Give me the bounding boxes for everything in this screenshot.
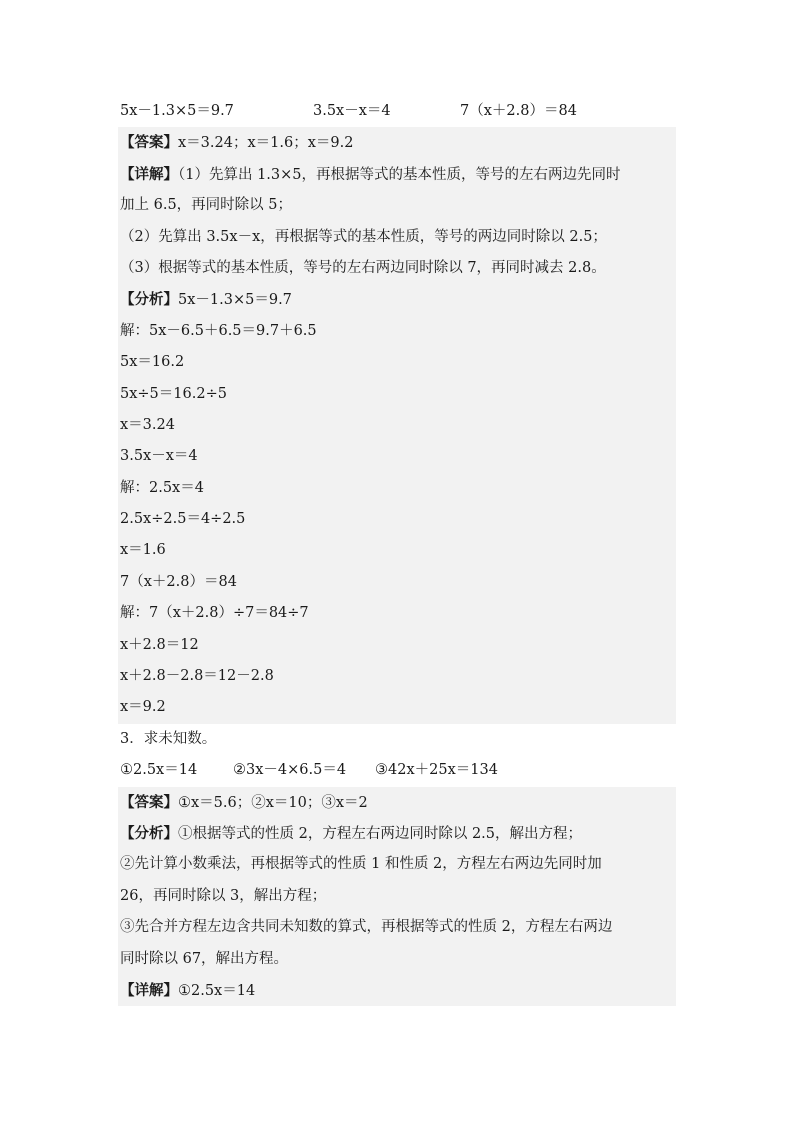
q2-step: 7（x＋2.8）＝84 bbox=[120, 573, 237, 590]
q2-detail-line-2: 加上 6.5，再同时除以 5； bbox=[120, 197, 293, 214]
q2-equation-3: 7（x＋2.8）＝84 bbox=[460, 103, 577, 119]
q2-analysis-line bbox=[118, 284, 676, 315]
q3-equations-row bbox=[118, 755, 676, 786]
q3-equation-1: ①2.5x＝14 bbox=[120, 762, 198, 779]
q3-solution-block bbox=[118, 787, 676, 1007]
q3-title: 3．求未知数。 bbox=[120, 730, 217, 747]
q2-equation-2: 3.5x－x＝4 bbox=[313, 103, 391, 119]
q3-answer-line bbox=[118, 787, 676, 818]
analysis-text: ①根据等式的性质 2，方程左右两边同时除以 2.5，解出方程； bbox=[178, 825, 583, 842]
answer-tag: 【答案】 bbox=[120, 793, 178, 811]
q2-solution-block bbox=[118, 127, 676, 723]
document-content bbox=[118, 96, 676, 1006]
q3-analysis-line-3: 26，再同时除以 3，解出方程； bbox=[120, 887, 327, 904]
q3-analysis-line-1 bbox=[118, 818, 676, 849]
answer-text: x＝3.24；x＝1.6；x＝9.2 bbox=[178, 135, 354, 152]
q2-detail-line-3: （2）先算出 3.5x－x，再根据等式的基本性质，等号的两边同时除以 2.5； bbox=[120, 228, 607, 245]
q2-equation-1: 5x－1.3×5＝9.7 bbox=[120, 103, 234, 119]
q2-detail-line-1 bbox=[118, 159, 676, 190]
q3-analysis-line-5: 同时除以 67，解出方程。 bbox=[120, 950, 289, 967]
q2-step: x＋2.8－2.8＝12－2.8 bbox=[120, 668, 274, 685]
detail-text: ①2.5x＝14 bbox=[178, 982, 256, 999]
detail-text: （1）先算出 1.3×5，再根据等式的基本性质，等号的左右两边先同时 bbox=[178, 166, 621, 183]
q2-step: 解：5x－6.5＋6.5＝9.7＋6.5 bbox=[120, 322, 317, 339]
q2-step: x＋2.8＝12 bbox=[120, 636, 199, 653]
q2-step: 解：7（x＋2.8）÷7＝84÷7 bbox=[120, 605, 309, 622]
answer-tag: 【答案】 bbox=[120, 134, 178, 152]
q2-detail-line-4: （3）根据等式的基本性质，等号的左右两边同时除以 7，再同时减去 2.8。 bbox=[120, 259, 606, 276]
q2-equations-row bbox=[118, 96, 676, 127]
q2-answer-line bbox=[118, 127, 676, 158]
q2-step: 5x＝16.2 bbox=[120, 354, 185, 371]
q2-step: 5x÷5＝16.2÷5 bbox=[120, 385, 227, 402]
q3-analysis-line-4: ③先合并方程左边含共同未知数的算式，再根据等式的性质 2，方程左右两边 bbox=[120, 919, 613, 936]
q2-step: x＝3.24 bbox=[120, 416, 175, 433]
q2-step: 3.5x－x＝4 bbox=[120, 448, 198, 465]
q3-equation-2: ②3x－4×6.5＝4 bbox=[233, 762, 347, 779]
q2-step: x＝9.2 bbox=[120, 699, 166, 716]
analysis-tag: 【分析】 bbox=[120, 291, 178, 309]
q3-detail-line bbox=[118, 975, 676, 1006]
detail-tag: 【详解】 bbox=[120, 165, 178, 183]
detail-tag: 【详解】 bbox=[120, 981, 178, 999]
q2-step: 解：2.5x＝4 bbox=[120, 479, 204, 496]
answer-text: ①x＝5.6；②x＝10；③x＝2 bbox=[178, 794, 368, 811]
q2-step: 2.5x÷2.5＝4÷2.5 bbox=[120, 511, 246, 528]
analysis-tag: 【分析】 bbox=[120, 824, 178, 842]
analysis-text: 5x－1.3×5＝9.7 bbox=[178, 292, 292, 309]
q3-equation-3: ③42x＋25x＝134 bbox=[375, 762, 498, 779]
q3-analysis-line-2: ②先计算小数乘法，再根据等式的性质 1 和性质 2，方程左右两边先同时加 bbox=[120, 856, 602, 873]
q2-step: x＝1.6 bbox=[120, 542, 166, 559]
